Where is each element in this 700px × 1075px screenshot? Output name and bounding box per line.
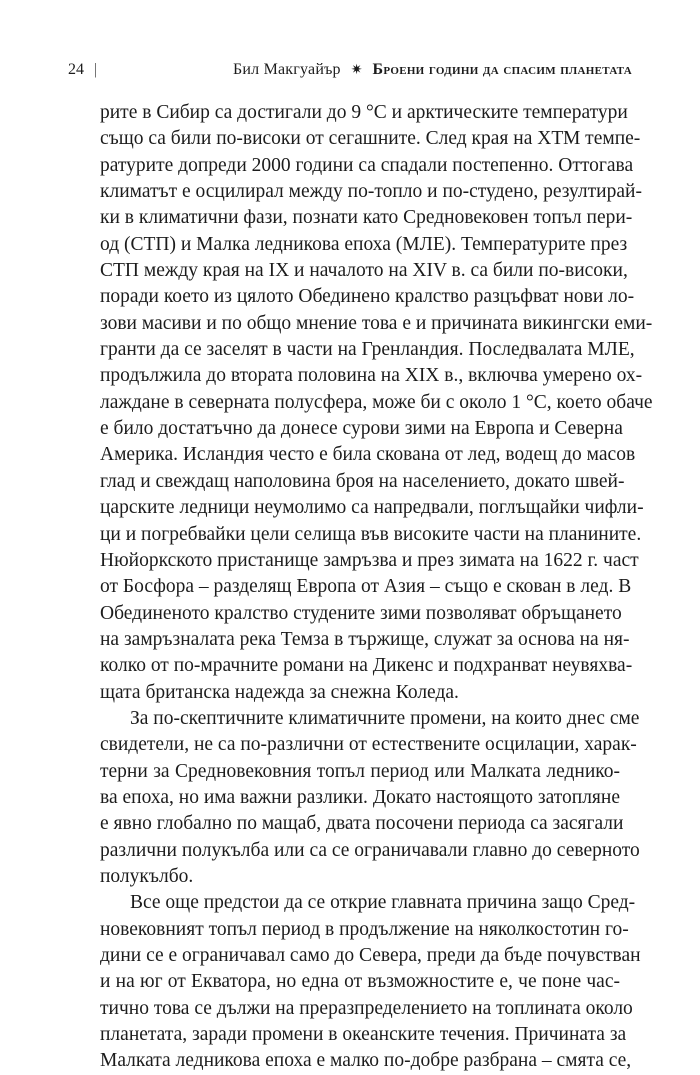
text-line: ратурите допреди 2000 години са спадали постепенно. Оттогава (100, 154, 634, 176)
text-line: Все още предстои да се открие главната причина защо Сред- (130, 892, 636, 914)
text-line: терни за Средновековния топъл период или Малката леднико- (100, 760, 620, 782)
page-number: 24 (68, 61, 84, 78)
text-line: ки в климатични фази, познати като Средновековен топъл пери- (100, 207, 633, 229)
running-header (68, 58, 632, 82)
text-line: Обединеното кралство студените зими позволяват обръщането (100, 602, 622, 624)
paragraph (100, 100, 653, 706)
text-line: от Босфора – разделящ Европа от Азия – също е скован в лед. В (100, 576, 632, 598)
text-line: Америка. Исландия често е била скована от лед, водещ до масов (100, 444, 636, 466)
text-line: полукълбо. (100, 865, 194, 887)
text-line: щата британска надежда за снежна Коледа. (100, 681, 459, 703)
book-title: Броени години да спасим планетата (372, 61, 632, 78)
text-line: лаждане в северната полусфера, може би с около 1 °C, което обаче (100, 391, 653, 413)
paragraph (100, 706, 640, 890)
text-line: Нюйоркското пристанище замръзва и през зимата на 1622 г. част (100, 549, 639, 571)
text-line: новековният топъл период в продължение на няколкостотин го- (100, 918, 629, 940)
star-ornament-icon: ✷ (350, 63, 363, 78)
text-line: планетата, заради промени в океанските течения. Причината за (100, 1024, 627, 1046)
running-head (233, 58, 632, 83)
text-line: е явно глобално по мащаб, двата посочени периода са засягали (100, 813, 624, 835)
text-line: свидетели, не са по-различни от естествените осцилации, харак- (100, 734, 637, 756)
text-line: дини се е ограничавал само до Севера, преди да бъде почувстван (100, 945, 641, 966)
text-line: од (СТП) и Малка ледникова епоха (МЛЕ). Температурите през (100, 233, 628, 255)
text-line: зови масиви и по общо мнение това е и причината викингски еми- (100, 312, 653, 334)
text-line: климатът е осцилирал между по-топло и по-студено, резултирай- (100, 181, 642, 203)
text-line: глад и свеждащ наполовина броя на населението, докато швей- (100, 470, 625, 492)
text-line: колко от по-мрачните романи на Дикенс и подхранват неувяхва- (100, 655, 633, 677)
text-line: царските ледници неумолимо са напредвали, поглъщайки чифли- (100, 497, 644, 519)
paragraph (100, 890, 641, 1074)
text-line: различни полукълба или са се ограничавали главно до северното (100, 839, 640, 861)
text-line: също са били по-високи от сегашните. След края на ХТМ темпе- (100, 128, 641, 150)
text-line: продължила до втората половина на XIX в., включва умерено ох- (100, 365, 643, 387)
text-line: поради което из цялото Обединено кралство разцъфват нови ло- (100, 286, 635, 308)
text-line: ци и погребвайки цели селища във високите части на планините. (100, 523, 642, 545)
text-line: ва епоха, но има важни разлики. Докато настоящото затопляне (100, 786, 620, 808)
text-line: е било достатъчно да донесе сурови зими на Европа и Северна (100, 418, 623, 440)
page-number-separator: | (94, 61, 98, 78)
text-line: на замръзналата река Темза в тържище, служат за основа на ня- (100, 628, 630, 650)
text-line: гранти да се заселят в части на Гренландия. Последвалата МЛЕ, (100, 339, 635, 361)
text-line: Малката ледникова епоха е малко по-добре разбрана – смята се, (100, 1050, 632, 1072)
author-name: Бил Макгуайър (233, 61, 341, 78)
text-line: СТП между края на IX и началото на XIV в. са били по-високи, (100, 260, 628, 282)
text-line: рите в Сибир са достигали до 9 °C и арктическите температури (100, 102, 628, 123)
text-line: и на юг от Екватора, но една от възможностите е, че поне час- (100, 971, 620, 993)
text-line: тично това се дължи на преразпределението на топлината около (100, 997, 633, 1019)
page-body (100, 100, 653, 1075)
text-line: За по-скептичните климатичните промени, на които днес сме (130, 707, 640, 729)
